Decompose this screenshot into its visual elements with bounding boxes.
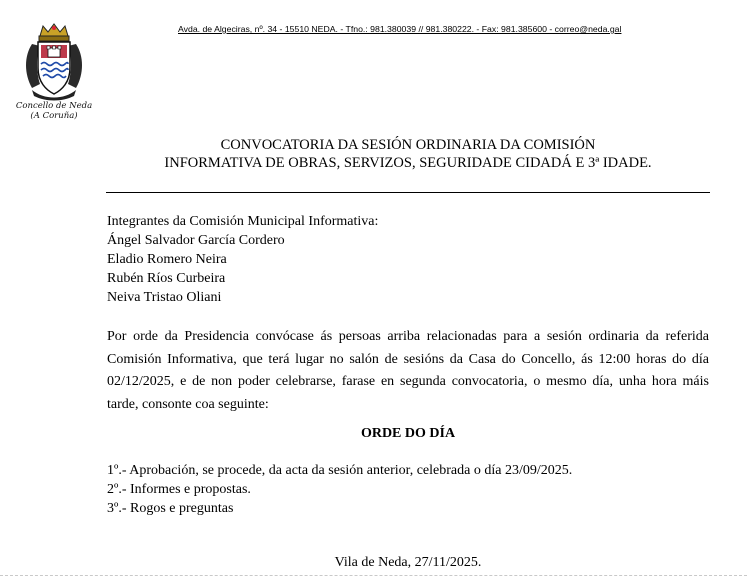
convocation-paragraph: Por orde da Presidencia convócase ás persoas arriba relacionadas para a sesión ordinaria da referida Comisión Informativa, que terá lugar no salón de sesións da Casa do Concello, ás 12:00 horas do día 02/12/2025, e de non poder celebrarse, farase en segunda convocatoria, o mesmo día, unha hora máis tarde, consonte coa seguinte:: [107, 329, 709, 412]
member-name: Eladio Romero Neira: [107, 252, 227, 267]
agenda-item: 2º.- Informes e propostas.: [107, 482, 251, 497]
member-name: Ángel Salvador García Cordero: [107, 233, 285, 248]
agenda-item: 3º.- Rogos e preguntas: [107, 501, 234, 516]
member-name: Neiva Tristao Oliani: [107, 290, 222, 305]
crest-caption-name: Concello de Neda: [15, 101, 93, 111]
title-line-1: CONVOCATORIA DA SESIÓN ORDINARIA DA COMISIÓN: [220, 137, 596, 153]
title-line-2: INFORMATIVA DE OBRAS, SERVIZOS, SEGURIDADE CIDADÁ E 3ª IDADE.: [164, 155, 652, 171]
agenda-list: [107, 461, 572, 518]
members-heading: Integrantes da Comisión Municipal Informativa:: [107, 214, 379, 229]
crest-caption-province: (A Coruña): [30, 111, 78, 121]
place-and-date: Vila de Neda, 27/11/2025.: [334, 555, 482, 570]
contact-address-line[interactable]: Avda. de Algeciras, nº. 34 - 15510 NEDA. - Tfno.: 981.380039 // 981.380222. - Fax: 981.385600 - correo@neda.gal: [178, 24, 622, 34]
crest-caption: [14, 101, 94, 121]
member-name: Rubén Ríos Curbeira: [107, 271, 226, 286]
document-title: [106, 136, 710, 172]
title-divider: [106, 192, 710, 193]
members-block: [107, 212, 378, 307]
agenda-heading: ORDE DO DÍA: [360, 426, 456, 441]
coat-of-arms-icon: [18, 22, 90, 102]
page-break-divider: [0, 575, 747, 576]
agenda-item: 1º.- Aprobación, se procede, da acta da sesión anterior, celebrada o día 23/09/2025.: [107, 463, 573, 478]
